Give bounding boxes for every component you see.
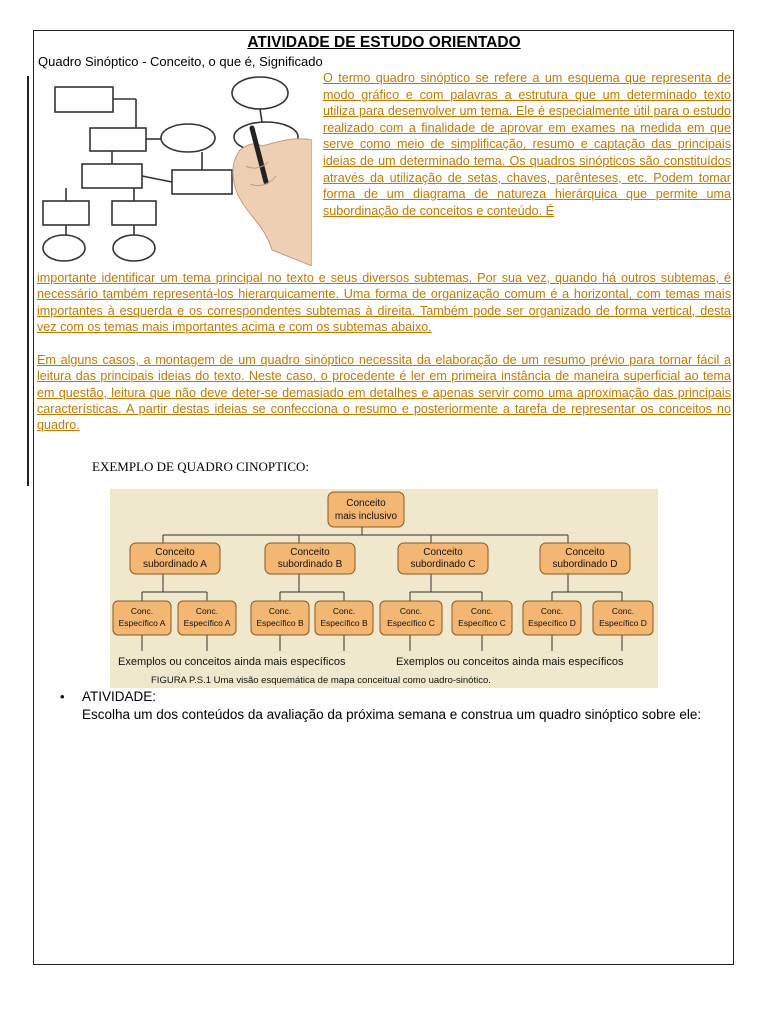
svg-text:Conc.: Conc.	[611, 606, 635, 616]
hierarchy-paragraph: importante identificar um tema principal no texto e seus diversos subtemas. Por sua vez, quando há outros subtemas, é necessário também representá-los hierarquicamente. Uma forma de organização comum é a horizontal, com temas mais importantes à esquerda e os correspondentes subtemas à direita. Também pode ser organizado de forma vertical, desta vez com os temas mais importantes acima e com os subtemas abaixo.	[37, 271, 731, 334]
activity-instructions: Escolha um dos conteúdos da avaliação da próxima semana e construa um quadro sinóptico sobre ele:	[82, 707, 702, 722]
concept-map-figure	[110, 489, 658, 688]
svg-text:Conceito: Conceito	[155, 547, 195, 558]
specific-node-b1	[251, 601, 309, 635]
subordinate-node-d	[540, 543, 630, 574]
flowchart-hand-illustration	[40, 70, 312, 266]
svg-text:Específico B: Específico B	[320, 618, 368, 628]
svg-text:mais inclusivo: mais inclusivo	[334, 511, 398, 522]
svg-text:subordinado A: subordinado A	[143, 559, 207, 570]
intro-paragraph: O termo quadro sinóptico se refere a um esquema que representa de modo gráfico e com palavras a estrutura que um determinado texto utiliza para desenvolver um tema. Ele é especialmente útil para o estudo realizado com a finalidade de aprovar em exames na medida em que serve como meio de simplificação, resumo e captação das principais ideias de um determinado tema. Os quadros sinópticos são constituídos através da utilização de setas, chaves, parênteses, etc. Podem tomar forma de um diagrama de natureza hierárquica que permite uma subordinação de conceitos e conteúdo. É	[323, 71, 731, 218]
subordinate-node-c	[398, 543, 488, 574]
svg-text:Específico D: Específico D	[599, 618, 647, 628]
svg-text:Conceito: Conceito	[565, 547, 605, 558]
specific-node-a1	[113, 601, 171, 635]
svg-text:Específico A: Específico A	[118, 618, 166, 628]
specific-node-d1	[523, 601, 581, 635]
document-title: ATIVIDADE DE ESTUDO ORIENTADO	[247, 34, 521, 51]
svg-text:Conc.: Conc.	[399, 606, 423, 616]
specific-node-d2	[593, 601, 653, 635]
root-concept-node	[328, 492, 404, 527]
svg-text:Específico A: Específico A	[183, 618, 231, 628]
activity-label: ATIVIDADE:	[82, 689, 157, 704]
svg-text:Específico C: Específico C	[387, 618, 435, 628]
examples-note-left: Exemplos ou conceitos ainda mais específicos	[118, 656, 346, 668]
examples-note-right: Exemplos ou conceitos ainda mais específicos	[396, 656, 624, 668]
svg-text:Conc.: Conc.	[540, 606, 564, 616]
specific-node-c1	[380, 601, 442, 635]
specific-node-b2	[315, 601, 373, 635]
svg-text:Conceito: Conceito	[346, 498, 386, 509]
svg-text:subordinado C: subordinado C	[410, 559, 476, 570]
bullet-icon: •	[60, 689, 65, 704]
svg-text:Conceito: Conceito	[423, 547, 463, 558]
svg-text:Conc.: Conc.	[130, 606, 154, 616]
subordinate-node-a	[130, 543, 220, 574]
svg-text:Conc.: Conc.	[332, 606, 356, 616]
figure-caption: FIGURA P.S.1 Uma visão esquemática de mapa conceitual como uadro-sinótico.	[151, 675, 491, 686]
svg-text:subordinado B: subordinado B	[277, 559, 343, 570]
svg-text:Específico B: Específico B	[256, 618, 304, 628]
svg-text:Específico C: Específico C	[458, 618, 506, 628]
subordinate-node-b	[265, 543, 355, 574]
document-subtitle: Quadro Sinóptico - Conceito, o que é, Significado	[38, 54, 323, 69]
specific-node-a2	[178, 601, 236, 635]
svg-text:Conc.: Conc.	[268, 606, 292, 616]
svg-text:Conc.: Conc.	[195, 606, 219, 616]
svg-text:Conceito: Conceito	[290, 547, 330, 558]
svg-text:subordinado D: subordinado D	[552, 559, 618, 570]
svg-text:Conc.: Conc.	[470, 606, 494, 616]
example-heading: EXEMPLO DE QUADRO CINOPTICO:	[92, 459, 310, 474]
svg-text:Específico D: Específico D	[528, 618, 576, 628]
summary-paragraph: Em alguns casos, a montagem de um quadro sinóptico necessita da elaboração de um resumo prévio para tornar fácil a leitura das principais ideias do texto. Neste caso, o procedente é ler em primeira instância de maneira superficial ao tema em questão, leitura que não deve deter-se demasiado em detalhes e apenas servir como uma aproximação das principais características. A partir destas ideias se confecciona o resumo e posteriormente a tarefa de representar os conceitos no quadro.	[37, 353, 731, 433]
margin-bar	[27, 76, 29, 486]
specific-node-c2	[452, 601, 512, 635]
